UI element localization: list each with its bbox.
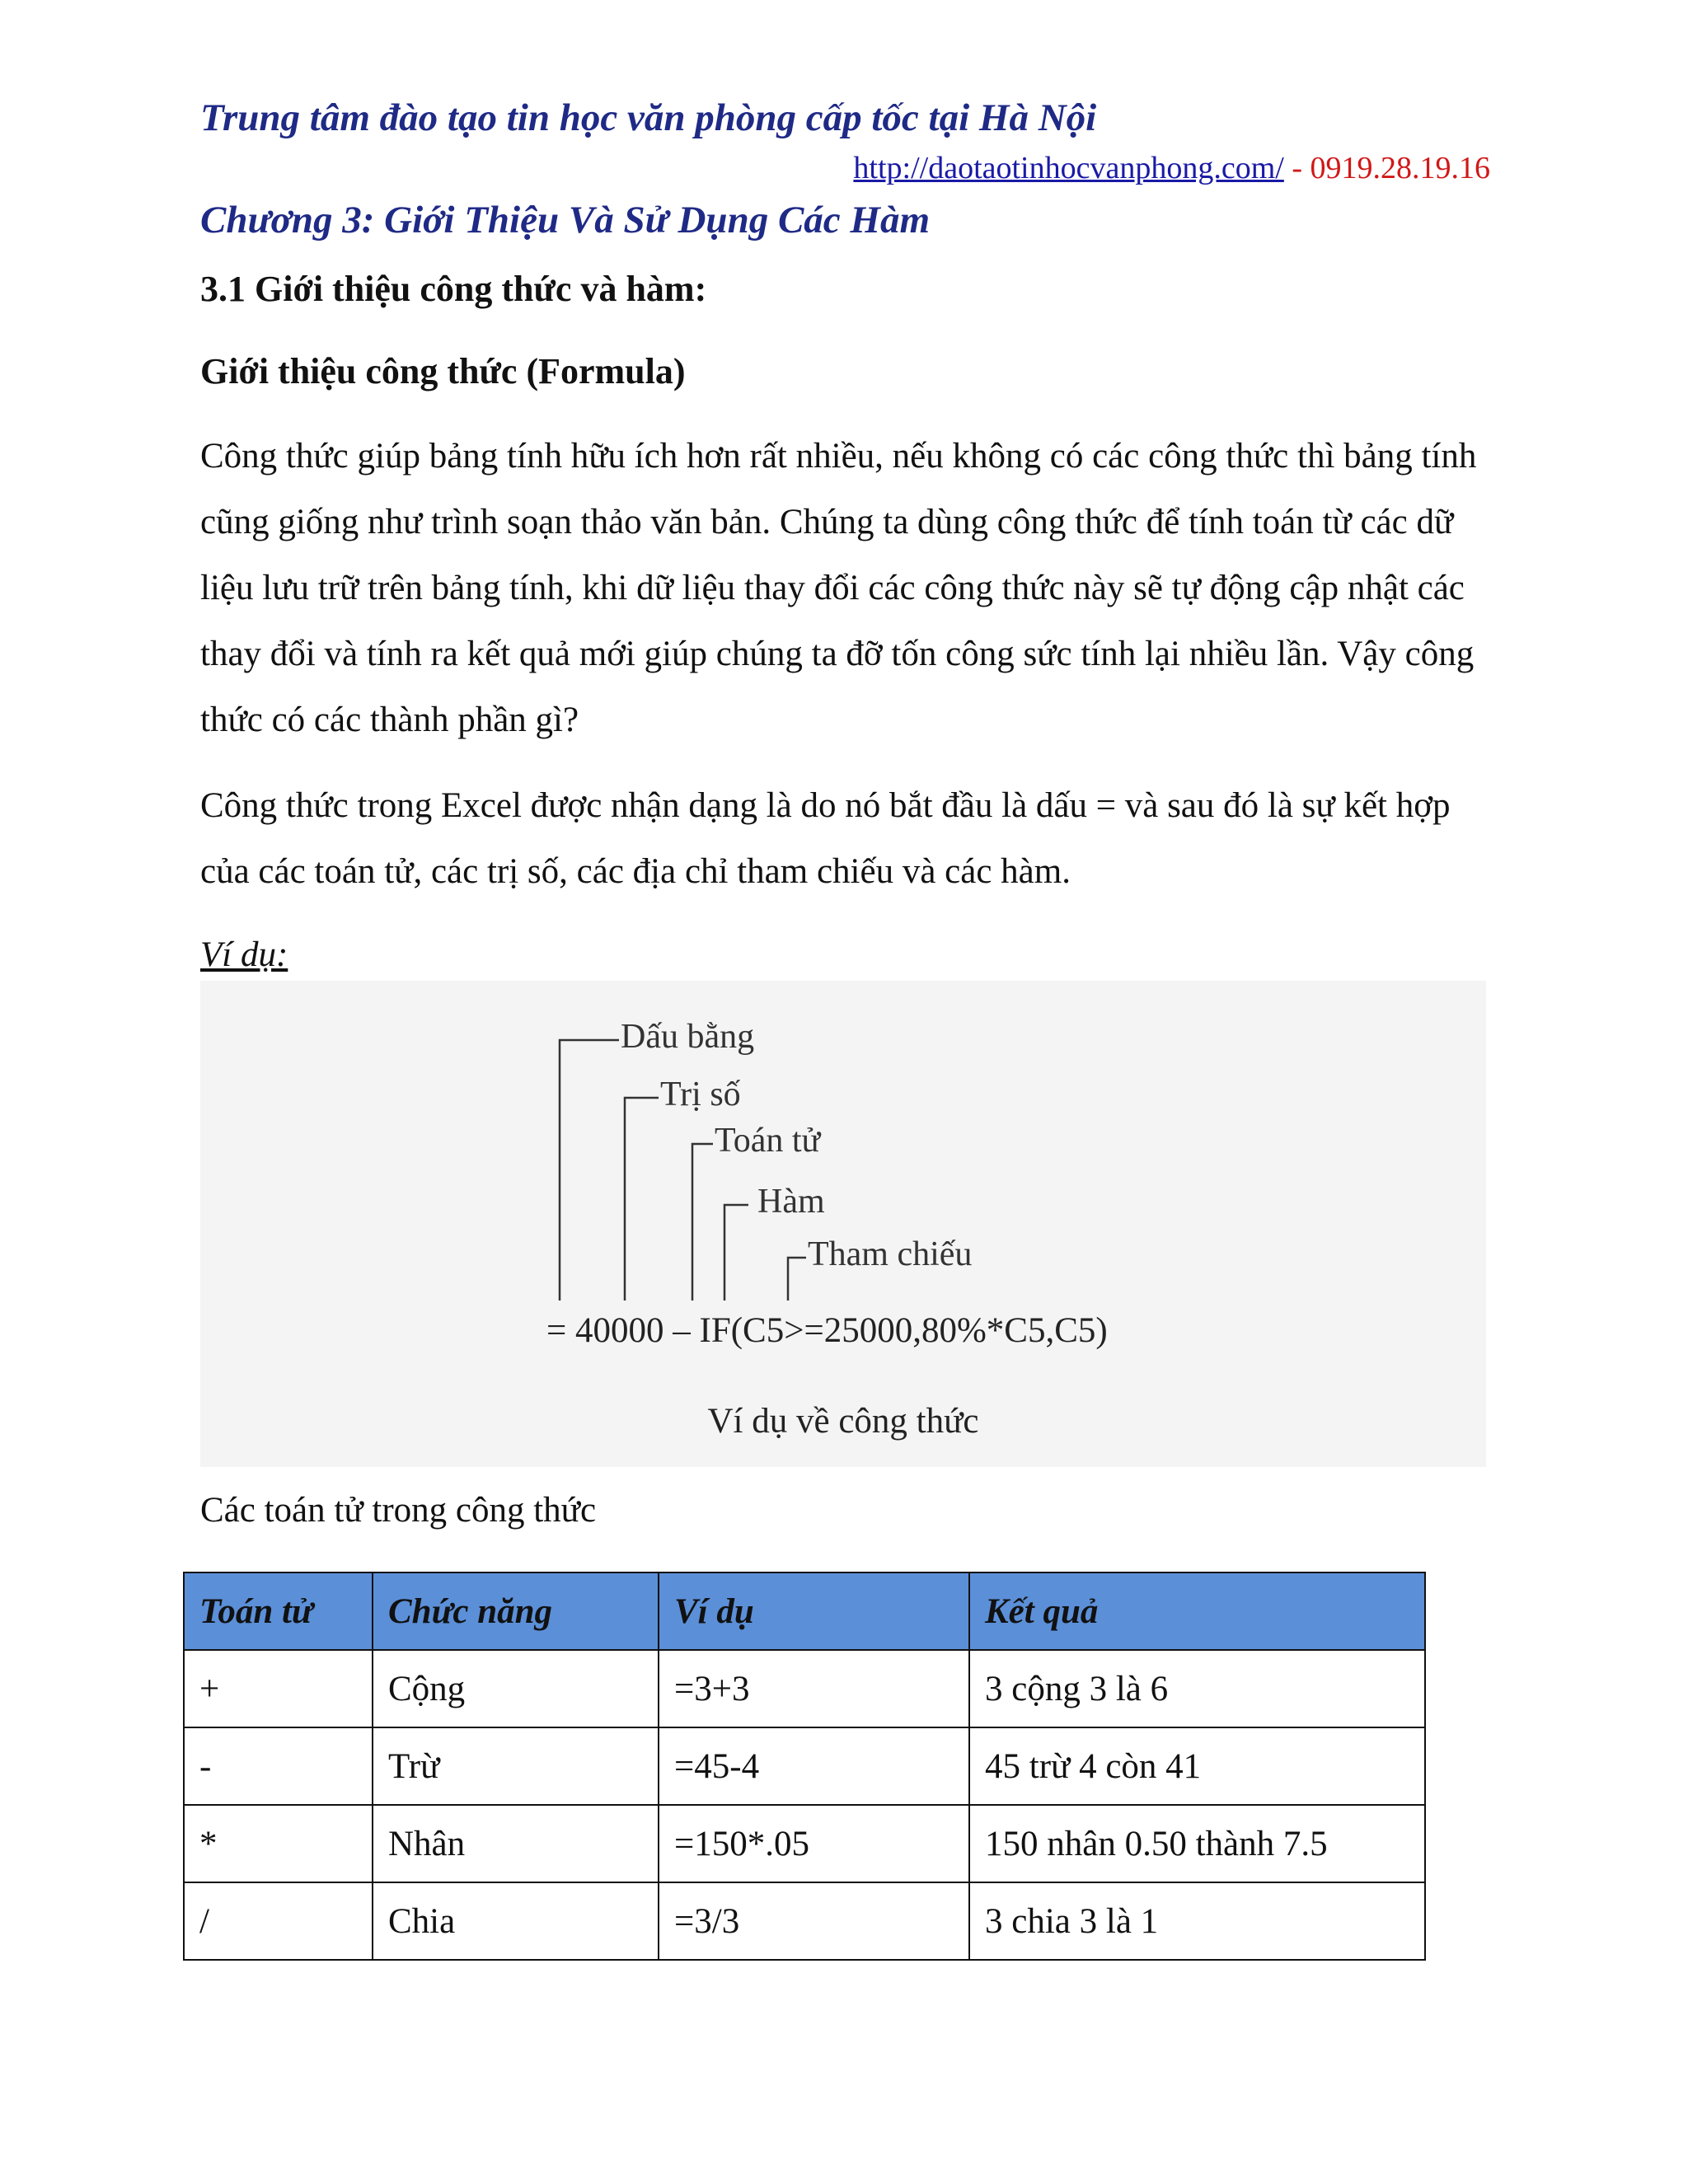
connector-tham-chieu (788, 1258, 806, 1301)
cell-function: Trừ (373, 1727, 659, 1805)
table-row (184, 1805, 1425, 1882)
connector-tri-so (625, 1098, 659, 1301)
header-title: Trung tâm đào tạo tin học văn phòng cấp tốc tại Hà Nội (200, 96, 1097, 139)
cell-result: 45 trừ 4 còn 41 (969, 1727, 1425, 1805)
cell-result: 150 nhân 0.50 thành 7.5 (969, 1805, 1425, 1882)
label-tham-chieu: Tham chiếu (808, 1235, 973, 1273)
diagram-connector-lines (200, 981, 1486, 1467)
cell-operator: / (184, 1882, 373, 1960)
label-tri-so: Trị số (660, 1076, 741, 1113)
paragraph-formula-structure: Công thức trong Excel được nhận dạng là do nó bắt đầu là dấu = và sau đó là sự kết hợp của các toán tử, các trị số, các địa chỉ tham chiếu và các hàm. (200, 786, 1451, 891)
example-label: Ví dụ: (200, 935, 288, 974)
cell-function: Chia (373, 1882, 659, 1960)
formula-example: = 40000 – IF(C5>=25000,80%*C5,C5) (546, 1311, 1108, 1350)
cell-example: =3/3 (659, 1882, 969, 1960)
chapter-title: Chương 3: Giới Thiệu Và Sử Dụng Các Hàm (200, 199, 931, 241)
cell-function: Nhân (373, 1805, 659, 1882)
header-separator: - (1283, 151, 1311, 185)
table-header-row (184, 1572, 1425, 1650)
connector-toan-tu (692, 1144, 713, 1301)
formula-diagram (200, 981, 1486, 1467)
header-result: Kết quả (969, 1572, 1425, 1650)
cell-example: =45-4 (659, 1727, 969, 1805)
diagram-caption: Ví dụ về công thức (707, 1402, 979, 1441)
header-operator: Toán tử (184, 1572, 373, 1650)
cell-operator: * (184, 1805, 373, 1882)
connector-dau-bang (560, 1040, 619, 1301)
cell-operator: + (184, 1650, 373, 1727)
cell-result: 3 cộng 3 là 6 (969, 1650, 1425, 1727)
phone-number: 0919.28.19.16 (1310, 151, 1490, 185)
connector-ham (724, 1205, 748, 1301)
sub-heading: Giới thiệu công thức (Formula) (200, 351, 686, 391)
label-ham: Hàm (757, 1183, 825, 1221)
operators-table (183, 1572, 1426, 1961)
paragraph-formula-intro: Công thức giúp bảng tính hữu ích hơn rất nhiều, nếu không có các công thức thì bảng tính cũng giống như trình soạn thảo văn bản. Chúng ta dùng công thức để tính toán từ các dữ liệu lưu trữ trên bảng tính, khi dữ liệu thay đổi các công thức này sẽ tự động cập nhật các thay đổi và tính ra kết quả mới giúp chúng ta đỡ tốn công sức tính lại nhiều lần. Vậy công thức có các thành phần gì? (200, 437, 1477, 739)
table-row (184, 1650, 1425, 1727)
header-contact (853, 150, 1490, 186)
cell-operator: - (184, 1727, 373, 1805)
header-example: Ví dụ (659, 1572, 969, 1650)
table-row (184, 1727, 1425, 1805)
header-function: Chức năng (373, 1572, 659, 1650)
cell-function: Cộng (373, 1650, 659, 1727)
section-heading: 3.1 Giới thiệu công thức và hàm: (200, 269, 707, 309)
label-dau-bang: Dấu bằng (621, 1018, 755, 1056)
cell-example: =150*.05 (659, 1805, 969, 1882)
cell-result: 3 chia 3 là 1 (969, 1882, 1425, 1960)
cell-example: =3+3 (659, 1650, 969, 1727)
label-toan-tu: Toán tử (715, 1122, 821, 1160)
operators-title: Các toán tử trong công thức (200, 1491, 597, 1530)
table-row (184, 1882, 1425, 1960)
website-link[interactable]: http://daotaotinhocvanphong.com/ (853, 151, 1284, 185)
